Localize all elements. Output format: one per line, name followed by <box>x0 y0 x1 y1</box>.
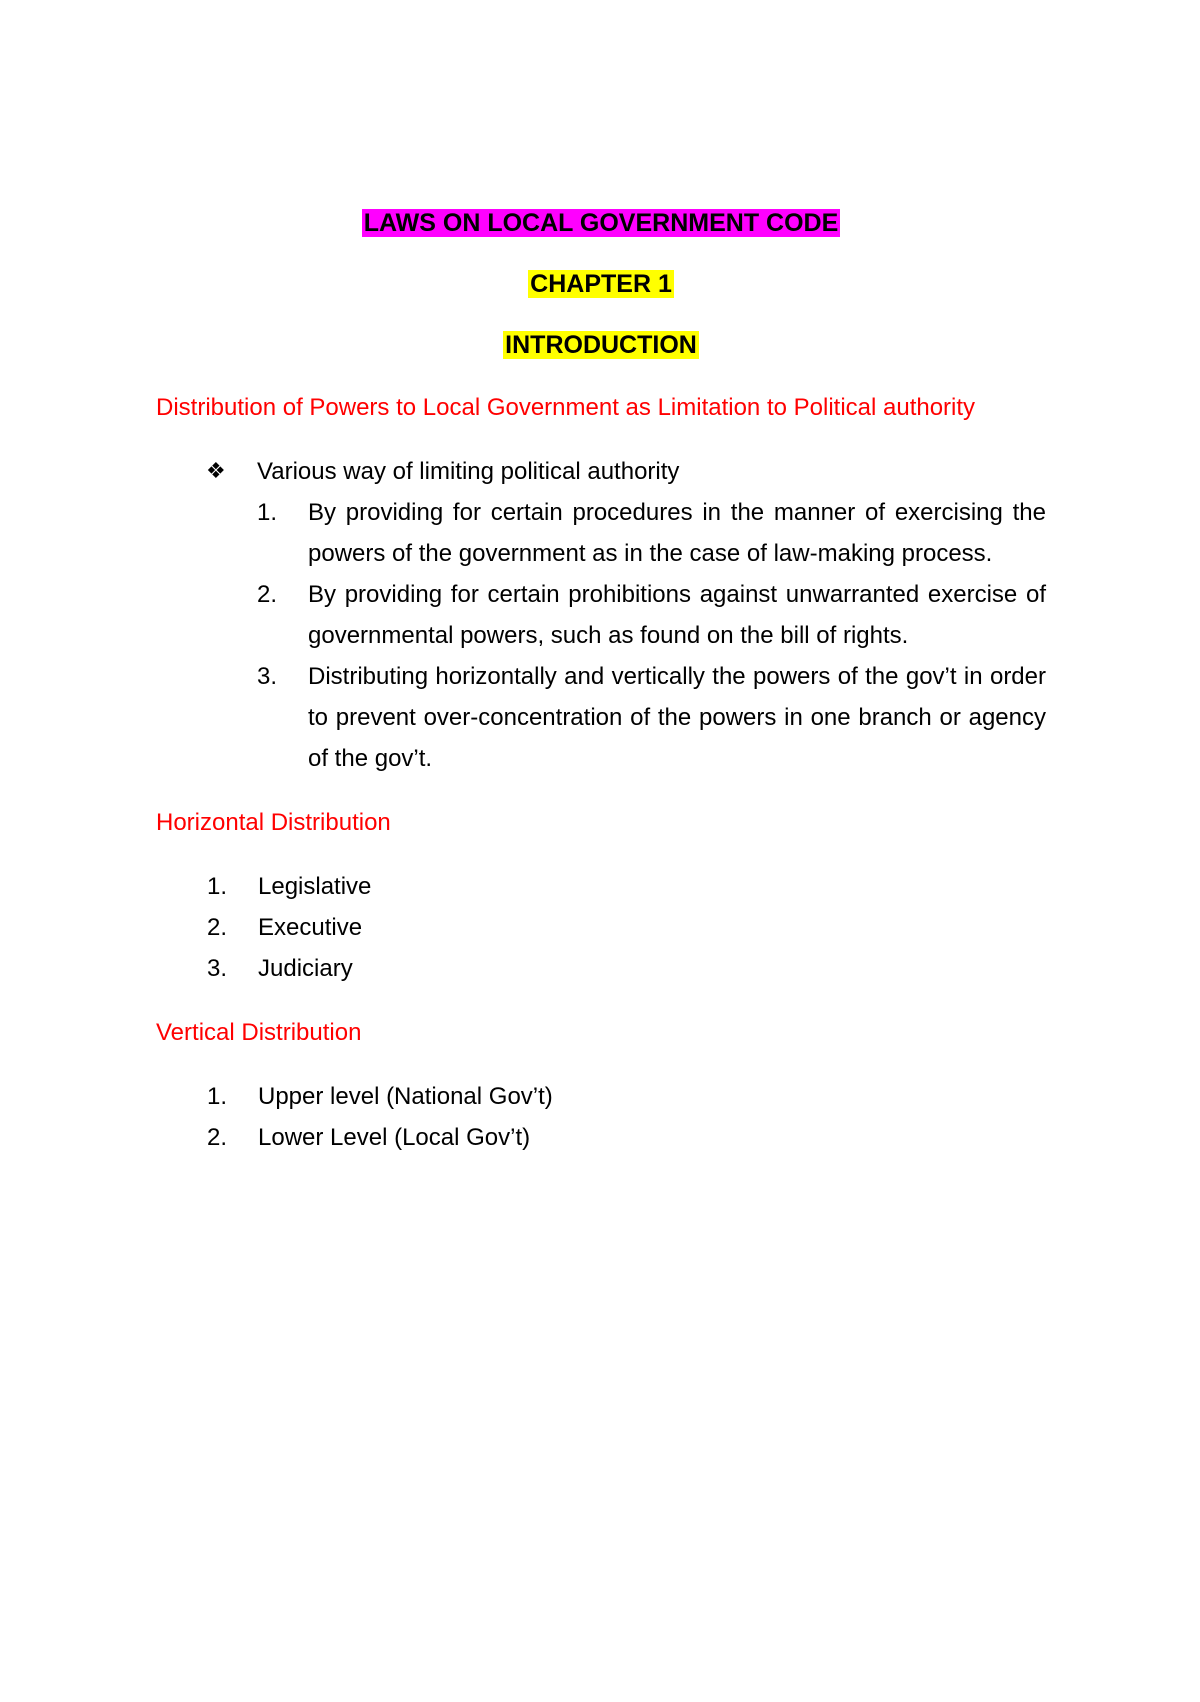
bullet-text: Various way of limiting political authority <box>257 458 680 485</box>
diamond-four-petal-icon: ❖ <box>206 459 226 484</box>
list-text: By providing for certain procedures in the manner of exercising the powers of the government as in the case of law-making process. <box>308 499 1046 567</box>
document-title: LAWS ON LOCAL GOVERNMENT CODE <box>363 209 839 237</box>
horizontal-list <box>156 866 1046 989</box>
list-item <box>207 866 1046 907</box>
list-item <box>207 1117 1046 1158</box>
list-number: 2. <box>207 914 228 941</box>
list-text: Judiciary <box>258 955 353 982</box>
spacer <box>156 779 1046 802</box>
section-title-line <box>156 326 1046 364</box>
distribution-heading: Distribution of Powers to Local Government as Limitation to Political authority <box>156 394 976 421</box>
list-item <box>257 656 1046 779</box>
list-number: 1. <box>207 873 228 900</box>
list-number: 1. <box>207 1083 228 1110</box>
list-text: Legislative <box>258 873 372 900</box>
list-number: 3. <box>207 955 228 982</box>
document-content <box>156 204 1046 1181</box>
list-item <box>257 492 1046 574</box>
list-text: By providing for certain prohibitions against unwarranted exercise of governmental powers, such as found on the bill of rights. <box>308 581 1046 649</box>
list-number: 3. <box>257 663 278 690</box>
vertical-heading: Vertical Distribution <box>156 1019 362 1046</box>
horizontal-heading: Horizontal Distribution <box>156 809 391 836</box>
limiting-ways-list <box>156 492 1046 779</box>
list-text: Upper level (National Gov’t) <box>258 1083 553 1110</box>
document-title-line <box>156 204 1046 242</box>
list-number: 1. <box>257 499 278 526</box>
list-item <box>207 1076 1046 1117</box>
list-number: 2. <box>257 581 278 608</box>
list-item <box>207 907 1046 948</box>
vertical-list <box>156 1076 1046 1158</box>
list-item <box>257 574 1046 656</box>
section-title: INTRODUCTION <box>505 331 697 359</box>
list-item <box>207 948 1046 989</box>
list-number: 2. <box>207 1124 228 1151</box>
chapter-label: CHAPTER 1 <box>530 270 672 298</box>
list-text: Distributing horizontally and vertically the powers of the gov’t in order to prevent over-concentration of the powers in one branch or agency of the gov’t. <box>308 663 1046 772</box>
chapter-line <box>156 265 1046 303</box>
bullet-item <box>206 451 1046 492</box>
list-text: Executive <box>258 914 363 941</box>
list-text: Lower Level (Local Gov’t) <box>258 1124 531 1151</box>
